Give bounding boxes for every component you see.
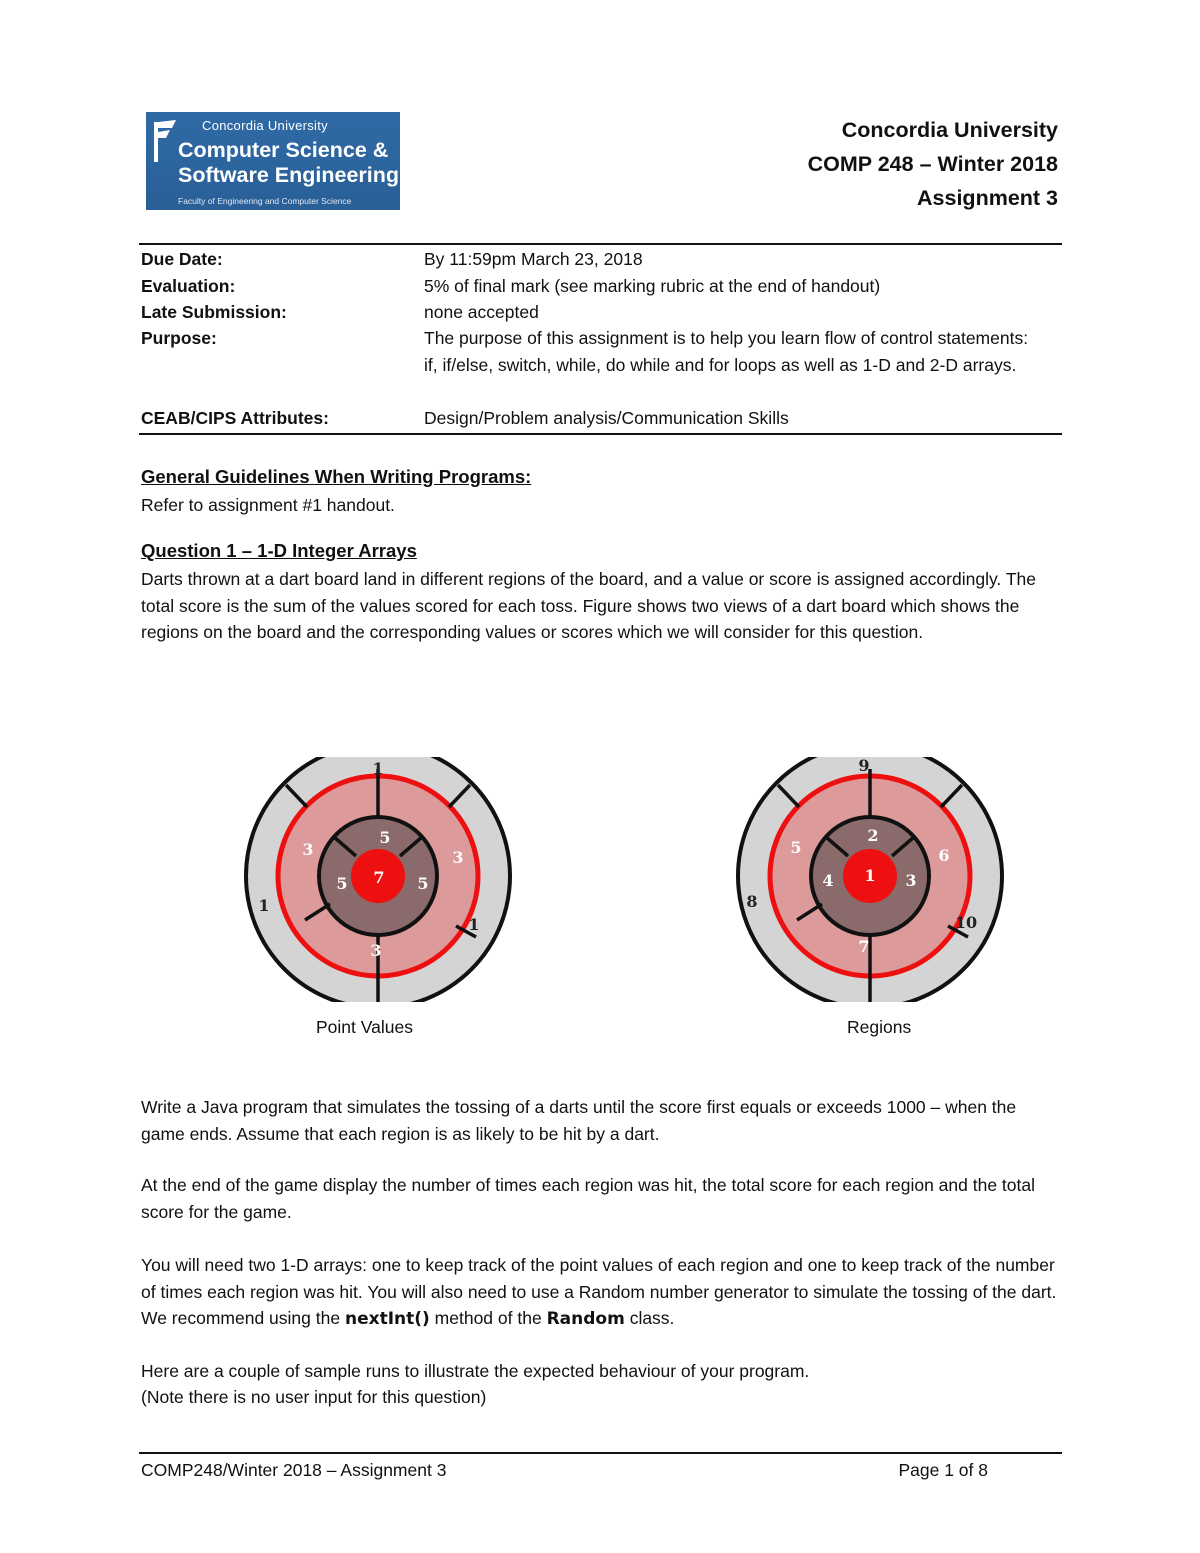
page-number: Page 1 of 8 (898, 1460, 988, 1480)
late-submission-label: Late Submission: (141, 302, 287, 322)
logo-line-1: Concordia University (202, 118, 328, 133)
left-inner-label: 5 (336, 874, 348, 893)
question1-para5: (Note there is no user input for this question) (141, 1387, 487, 1407)
point-values-dartboard (242, 757, 514, 1002)
right-middle-label: 7 (858, 937, 870, 956)
left-outer-label: 1 (468, 915, 480, 934)
right-middle-label: 6 (938, 846, 950, 865)
purpose-label: Purpose: (141, 328, 217, 348)
info-bottom-rule (139, 433, 1062, 435)
evaluation-label: Evaluation: (141, 276, 236, 296)
ceab-label: CEAB/CIPS Attributes: (141, 408, 329, 428)
right-inner-label: 2 (867, 826, 879, 845)
random-code: Random (546, 1309, 625, 1329)
right-outer-label: 10 (954, 913, 978, 932)
left-center-label: 7 (373, 868, 385, 887)
due-date-label: Due Date: (141, 249, 223, 269)
evaluation-value: 5% of final mark (see marking rubric at the end of handout) (424, 276, 881, 296)
footer-rule (139, 1452, 1062, 1454)
point-values-caption: Point Values (316, 1017, 413, 1037)
header-university: Concordia University (841, 118, 1058, 142)
late-submission-value: none accepted (424, 302, 539, 322)
left-inner-label: 5 (379, 828, 391, 847)
question1-para4: Here are a couple of sample runs to illustrate the expected behaviour of your program. (141, 1361, 810, 1381)
question1-para2: At the end of the game display the number of times each region was hit, the total score for each region and the total score for the game. (141, 1175, 1036, 1222)
right-inner-label: 3 (905, 871, 917, 890)
left-outer-label: 1 (258, 896, 270, 915)
question1-intro: Darts thrown at a dart board land in different regions of the board, and a value or score is assigned accordingly. The total score is the sum of the values scored for each toss. Figure shows two views of a dart board which shows the regions on the board and the corresponding values or scores which we will consider for this question. (141, 569, 1036, 642)
left-outer-label: 1 (372, 759, 384, 778)
header-course: COMP 248 – Winter 2018 (807, 152, 1058, 176)
para3-text-a: You will need two 1-D arrays: one to keep track of the point values of each region and one to keep track of the number of times each region was hit. You will also need to use a Random number generator to simulate the tossing of the dart. We recommend using the (141, 1255, 1057, 1328)
question1-para3 (141, 1252, 1061, 1333)
university-logo (146, 112, 400, 210)
info-top-rule (139, 243, 1062, 245)
due-date-value: By 11:59pm March 23, 2018 (424, 249, 643, 269)
footer-left: COMP248/Winter 2018 – Assignment 3 (141, 1460, 447, 1480)
regions-dartboard (734, 757, 1006, 1002)
right-outer-label: 8 (746, 892, 758, 911)
ceab-value: Design/Problem analysis/Communication Skills (424, 408, 789, 428)
left-middle-label: 3 (370, 941, 382, 960)
nextint-code: nextInt() (344, 1309, 430, 1329)
logo-line-3: Software Engineering (178, 163, 400, 187)
right-inner-label: 4 (822, 871, 834, 890)
para3-text-c: class. (629, 1308, 675, 1328)
left-middle-label: 3 (302, 840, 314, 859)
purpose-value: The purpose of this assignment is to help you learn flow of control statements: if, if/else, switch, while, do while and for loops as well as 1-D and 2-D arrays. (424, 328, 1029, 375)
left-inner-label: 5 (417, 874, 429, 893)
right-outer-label: 9 (858, 757, 870, 775)
header-assignment: Assignment 3 (917, 186, 1058, 210)
regions-caption: Regions (847, 1017, 912, 1037)
left-middle-label: 3 (452, 848, 464, 867)
logo-line-2: Computer Science & (178, 138, 389, 162)
guidelines-text: Refer to assignment #1 handout. (141, 495, 395, 515)
concordia-emblem-icon (152, 118, 176, 166)
para3-text-b: method of the (434, 1308, 542, 1328)
question1-heading: Question 1 – 1-D Integer Arrays (141, 540, 417, 561)
guidelines-heading: General Guidelines When Writing Programs: (141, 466, 532, 487)
right-middle-label: 5 (790, 838, 802, 857)
right-center-label: 1 (864, 866, 876, 885)
logo-line-4: Faculty of Engineering and Computer Science (178, 196, 352, 206)
question1-para1: Write a Java program that simulates the tossing of a darts until the score first equals or exceeds 1000 – when the game ends. Assume that each region is as likely to be hit by a dart. (141, 1097, 1017, 1144)
